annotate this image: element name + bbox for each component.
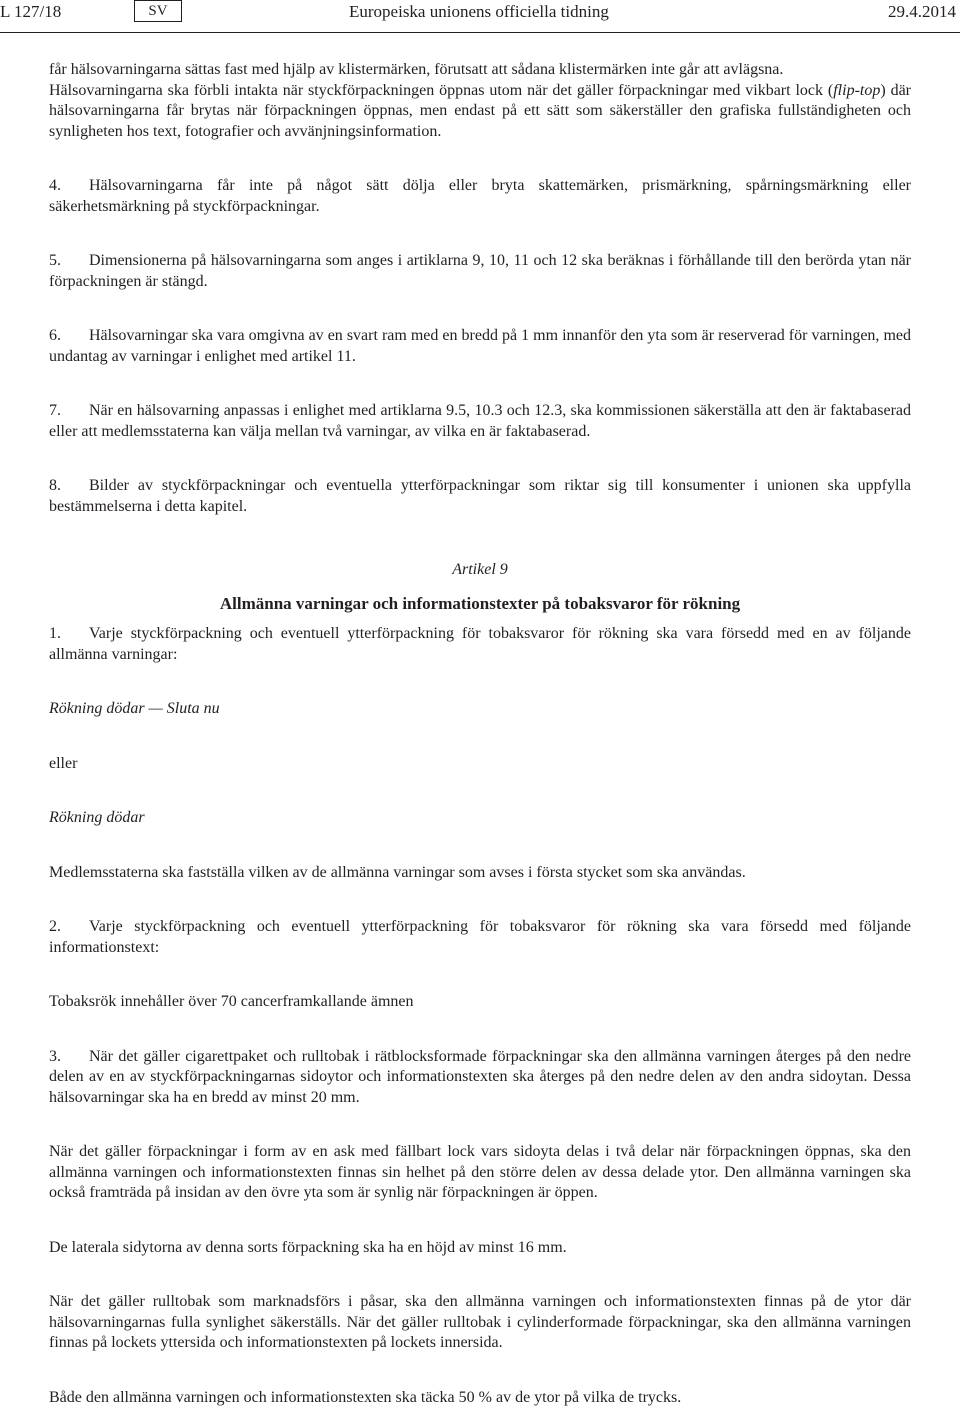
page-reference: L 127/18 [0,2,61,22]
article-number: Artikel 9 [49,560,911,581]
article-paragraph-1: 1. Varje styckförpackning och eventuell ytterförpackning för tobaksvaror för rökning ska vara försedd med en av följande allmänna varningar: [49,624,911,665]
article-paragraph-3d: När det gäller rulltobak som marknadsförs i påsar, ska den allmänna varningen och informationstexten finnas på de ytor där hälsovarningarnas fulla synlighet säkerställs. När det gäller rulltobak i cylinderformade förpackningar, ska den allmänna varningen finnas på lockets yttersida och informationstexten på lockets innersida. [49,1292,911,1354]
paragraph-4: 4. Hälsovarningarna får inte på något sätt dölja eller bryta skattemärken, prismärkning, spårningsmärkning eller säkerhetsmärkning på styckförpackningar. [49,176,911,217]
paragraph-5: 5. Dimensionerna på hälsovarningarna som anges i artiklarna 9, 10, 11 och 12 ska beräknas i förhållande till den berörda ytan när förpackningen är stängd. [49,251,911,292]
document-body [49,60,911,1408]
information-message: Tobaksrök innehåller över 70 cancerframkallande ämnen [49,992,911,1013]
article-paragraph-3c: De laterala sidytorna av denna sorts förpackning ska ha en höjd av minst 16 mm. [49,1238,911,1259]
or-connector: eller [49,754,911,775]
paragraph-6: 6. Hälsovarningar ska vara omgivna av en svart ram med en bredd på 1 mm innanför den yta som är reserverad för varningen, med undantag av varningar i enlighet med artikel 11. [49,326,911,367]
paragraph-8: 8. Bilder av styckförpackningar och eventuella ytterförpackningar som riktar sig till konsumenter i unionen ska uppfylla bestämmelserna i detta kapitel. [49,476,911,517]
journal-title: Europeiska unionens officiella tidning [349,2,609,22]
article-paragraph-2: 2. Varje styckförpackning och eventuell ytterförpackning för tobaksvaror för rökning ska vara försedd med följande informationstext: [49,917,911,958]
flip-top-term: flip-top [833,82,880,99]
article-title: Allmänna varningar och informationstexter på tobaksvaror för rökning [49,594,911,615]
publication-date: 29.4.2014 [888,2,956,22]
language-badge: SV [134,0,182,22]
intro-paragraph: Hälsovarningarna ska förbli intakta när styckförpackningen öppnas utom när det gäller förpackningar med vikbart lock (flip-top) där hälsovarningarna får brytas när förpackningen öppnas, men endast på ett sätt som säkerställer den grafiska fullständigheten och synligheten hos text, fotografier och avvänjningsinformation. [49,81,911,143]
article-paragraph-3: 3. När det gäller cigarettpaket och rulltobak i rätblocksformade förpackningar ska den allmänna varningen återges på den nedre delen av en av styckförpackningarnas sidoytor och informationstexten ska återges på den nedre delen av den andra sidoytan. Dessa hälsovarningar ska ha en bredd av minst 20 mm. [49,1047,911,1109]
general-warning-1: Rökning dödar — Sluta nu [49,699,911,720]
general-warning-2: Rökning dödar [49,808,911,829]
article-paragraph-3b: När det gäller förpackningar i form av en ask med fällbart lock vars sidoyta delas i två delar när förpackningen öppnas, ska den allmänna varningen och informationstexten finnas sin helhet på den större delen av dessa delade ytor. Den allmänna varningen ska också framträda på insidan av den övre yta som är synlig när förpackningen är öppen. [49,1142,911,1204]
paragraph-7: 7. När en hälsovarning anpassas i enlighet med artiklarna 9.5, 10.3 och 12.3, ska kommissionen säkerställa att den är faktabaserad eller att medlemsstaterna kan välja mellan två varningar, av vilka en är faktabaserad. [49,401,911,442]
article-paragraph-1-tail: Medlemsstaterna ska fastställa vilken av de allmänna varningar som avses i första stycket som ska användas. [49,863,911,884]
header-divider [0,32,960,33]
page-header [0,0,960,30]
intro-line: får hälsovarningarna sättas fast med hjälp av klistermärken, förutsatt att sådana klistermärken inte går att avlägsna. [49,60,911,81]
article-paragraph-3e: Både den allmänna varningen och informationstexten ska täcka 50 % av de ytor på vilka de trycks. [49,1388,911,1408]
